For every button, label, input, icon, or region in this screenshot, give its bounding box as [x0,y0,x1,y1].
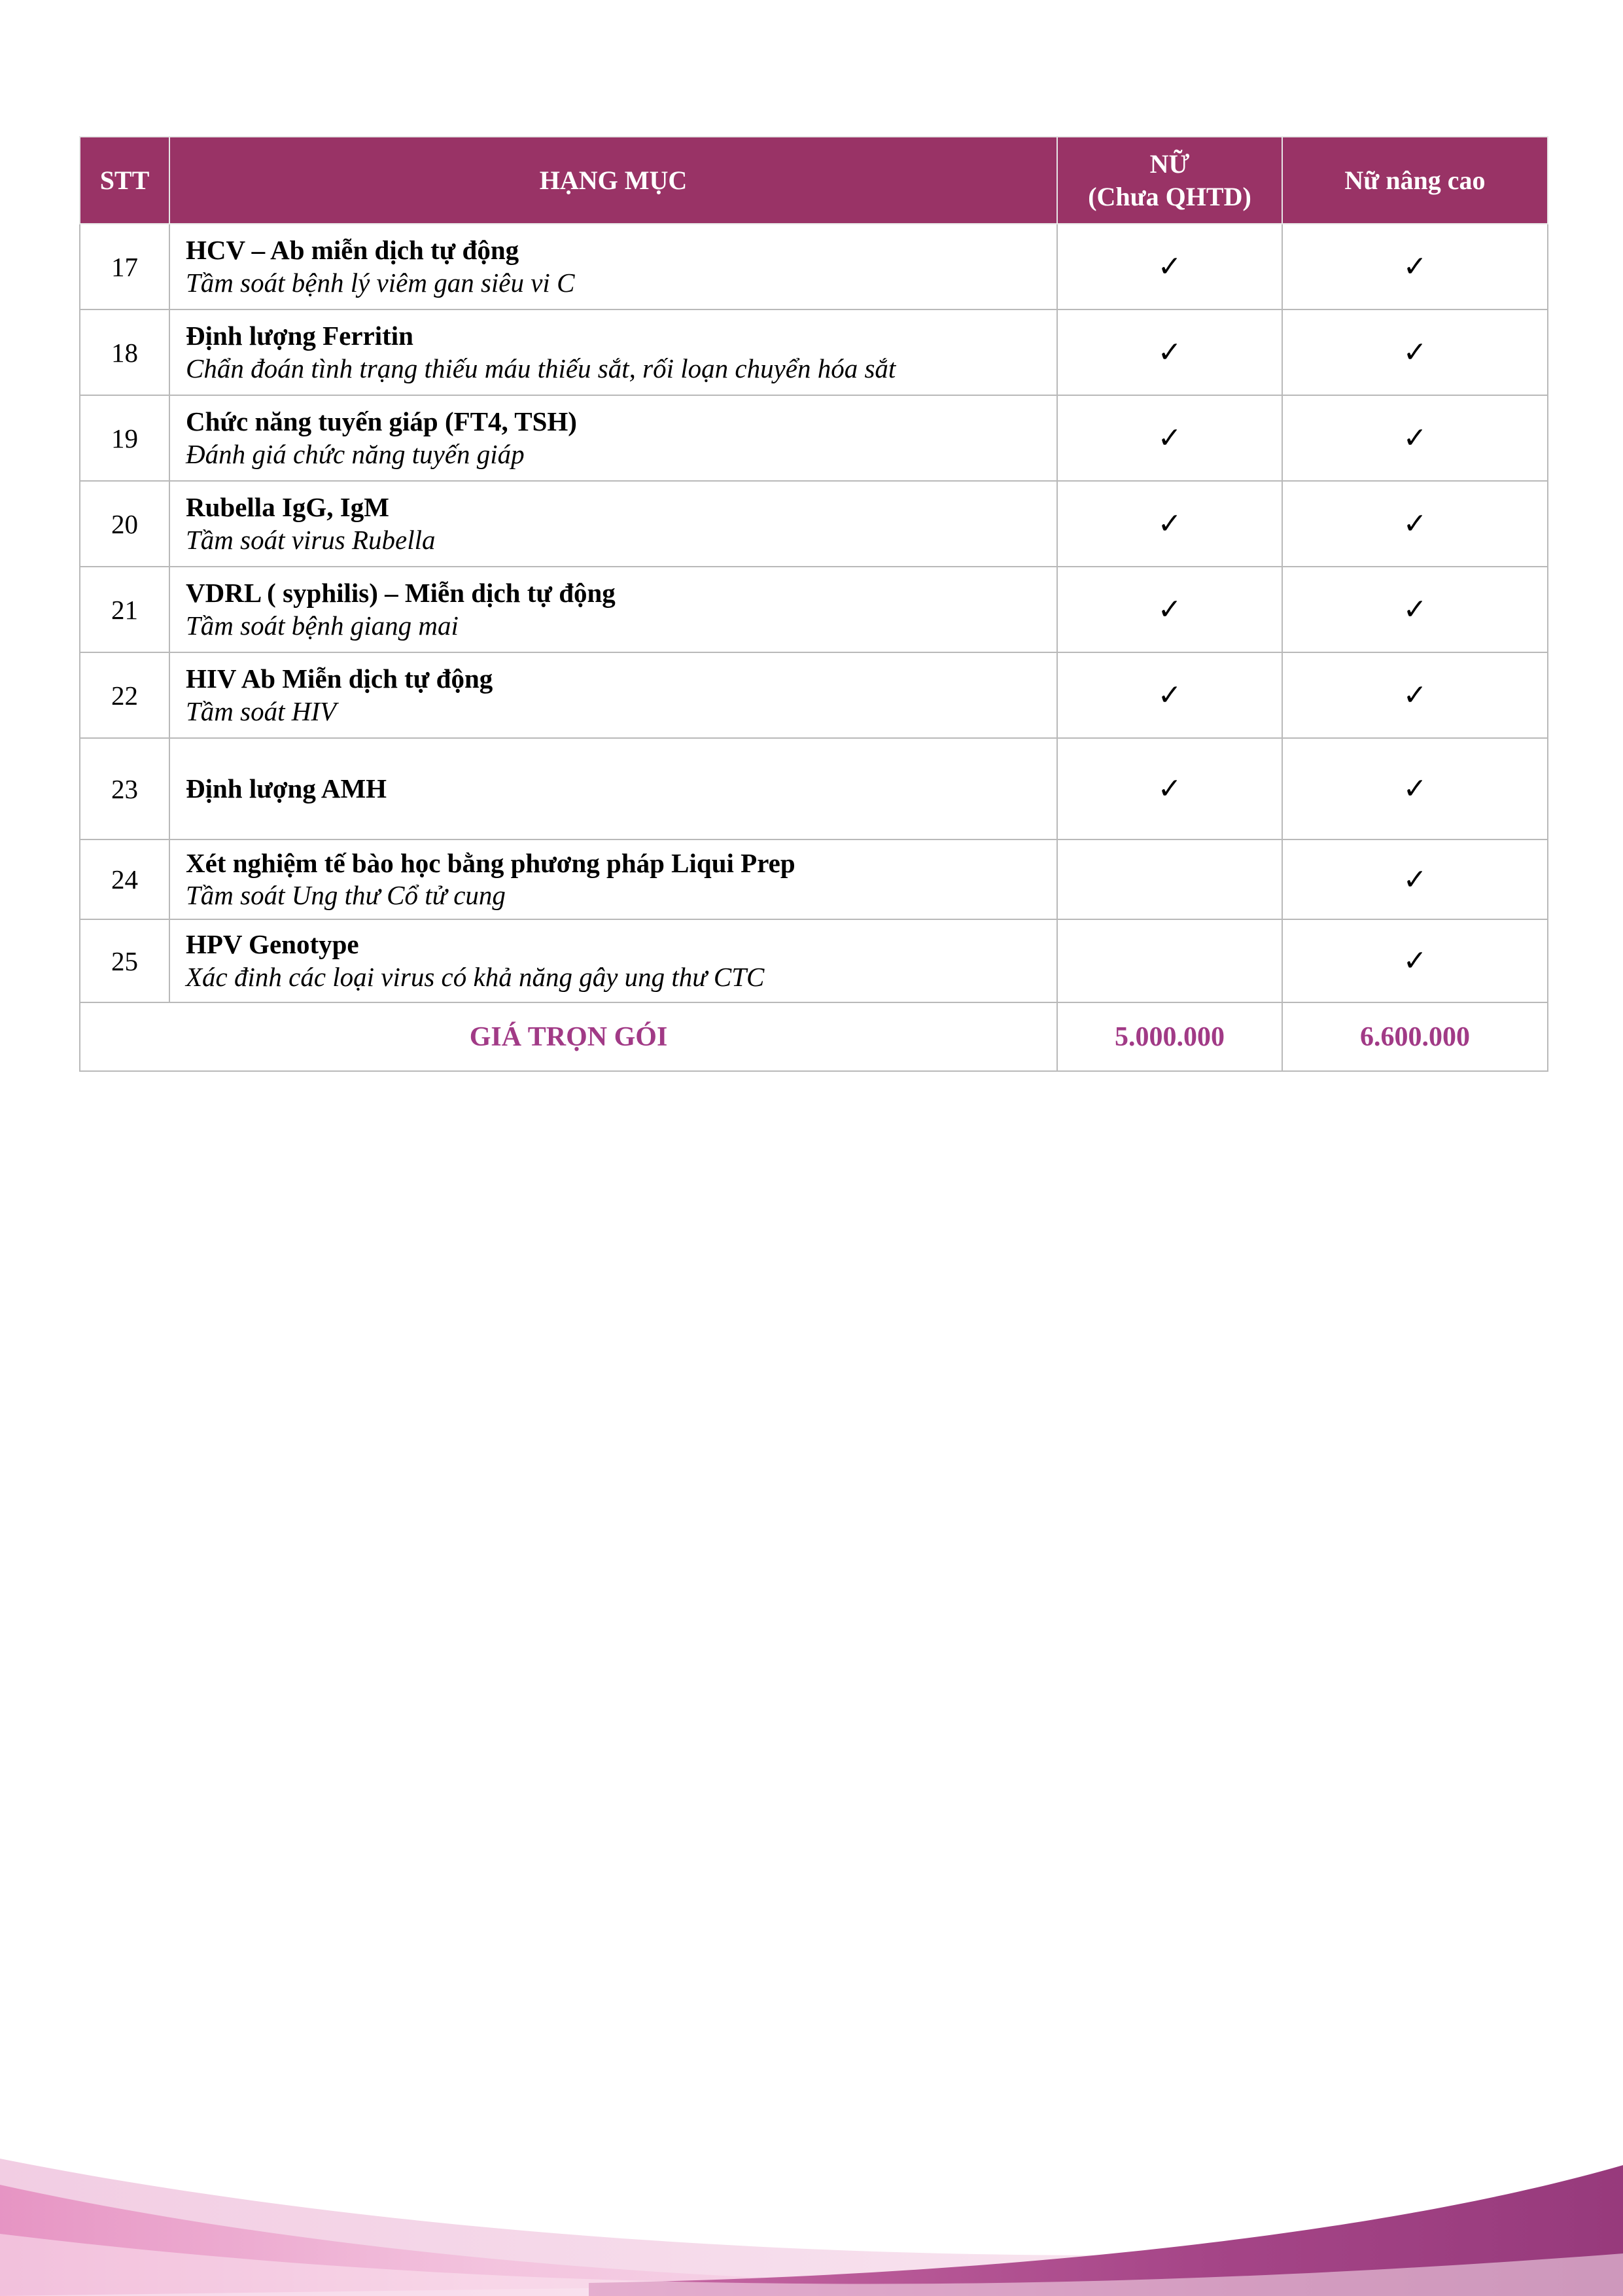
checkmark-nu: ✓ [1057,395,1282,481]
total-price-nu-nang-cao: 6.600.000 [1282,1002,1548,1071]
table-row [80,395,1548,481]
row-item [169,919,1057,1002]
checkmark-nu-nang-cao: ✓ [1282,652,1548,738]
item-desc: Đánh giá chức năng tuyến giáp [186,438,525,469]
row-item [169,395,1057,481]
checkmark-nu: ✓ [1057,224,1282,309]
checkmark-nu: ✓ [1057,567,1282,652]
table-row [80,224,1548,309]
header-nu-nang-cao: Nữ nâng cao [1282,137,1548,224]
table-row [80,839,1548,919]
package-table-container [79,136,1547,1072]
row-stt: 18 [80,309,169,395]
table-row [80,652,1548,738]
row-item [169,309,1057,395]
header-item: HẠNG MỤC [169,137,1057,224]
checkmark-nu-nang-cao: ✓ [1282,481,1548,567]
table-row [80,738,1548,839]
item-title: Xét nghiệm tế bào học bằng phương pháp Liqui Prep [186,847,795,878]
table-header-row [80,137,1548,224]
row-item [169,567,1057,652]
checkmark-nu-nang-cao: ✓ [1282,567,1548,652]
row-item [169,652,1057,738]
row-stt: 22 [80,652,169,738]
total-label: GIÁ TRỌN GÓI [80,1002,1057,1071]
row-stt: 23 [80,738,169,839]
item-title: Chức năng tuyến giáp (FT4, TSH) [186,406,577,437]
header-stt: STT [80,137,169,224]
footer-wave-decoration [0,2087,1623,2296]
item-desc: Tầm soát virus Rubella [186,524,436,555]
item-desc: Chẩn đoán tình trạng thiếu máu thiếu sắt, rối loạn chuyển hóa sắt [186,353,896,383]
row-stt: 17 [80,224,169,309]
total-row [80,1002,1548,1071]
checkmark-nu [1057,919,1282,1002]
row-item [169,839,1057,919]
checkmark-nu [1057,839,1282,919]
checkmark-nu-nang-cao: ✓ [1282,309,1548,395]
item-title: VDRL ( syphilis) – Miễn dịch tự động [186,578,616,609]
checkmark-nu: ✓ [1057,738,1282,839]
total-price-nu: 5.000.000 [1057,1002,1282,1071]
row-stt: 21 [80,567,169,652]
item-desc: Tầm soát HIV [186,696,337,726]
item-title: Rubella IgG, IgM [186,492,389,523]
item-title: HIV Ab Miễn dịch tự động [186,663,493,694]
header-nu-line1: NỮ [1149,149,1190,179]
item-desc: Xác đinh các loại virus có khả năng gây ung thư CTC [186,961,765,992]
table-row [80,567,1548,652]
item-desc: Tầm soát bệnh lý viêm gan siêu vi C [186,267,575,298]
item-title: Định lượng Ferritin [186,321,413,351]
row-stt: 20 [80,481,169,567]
checkmark-nu-nang-cao: ✓ [1282,224,1548,309]
table-row [80,481,1548,567]
checkmark-nu-nang-cao: ✓ [1282,738,1548,839]
item-desc: Tầm soát bệnh giang mai [186,610,459,641]
row-stt: 25 [80,919,169,1002]
checkmark-nu: ✓ [1057,652,1282,738]
row-stt: 24 [80,839,169,919]
item-title: Định lượng AMH [186,773,387,804]
checkmark-nu: ✓ [1057,481,1282,567]
row-stt: 19 [80,395,169,481]
table-row [80,309,1548,395]
item-title: HCV – Ab miễn dịch tự động [186,235,519,266]
checkmark-nu: ✓ [1057,309,1282,395]
table-row [80,919,1548,1002]
item-title: HPV Genotype [186,929,359,960]
row-item [169,224,1057,309]
header-nu [1057,137,1282,224]
package-table [79,136,1548,1072]
checkmark-nu-nang-cao: ✓ [1282,919,1548,1002]
header-nu-line2: (Chưa QHTD) [1088,181,1251,211]
row-item [169,738,1057,839]
item-desc: Tầm soát Ung thư Cổ tử cung [186,880,506,910]
row-item [169,481,1057,567]
checkmark-nu-nang-cao: ✓ [1282,395,1548,481]
checkmark-nu-nang-cao: ✓ [1282,839,1548,919]
